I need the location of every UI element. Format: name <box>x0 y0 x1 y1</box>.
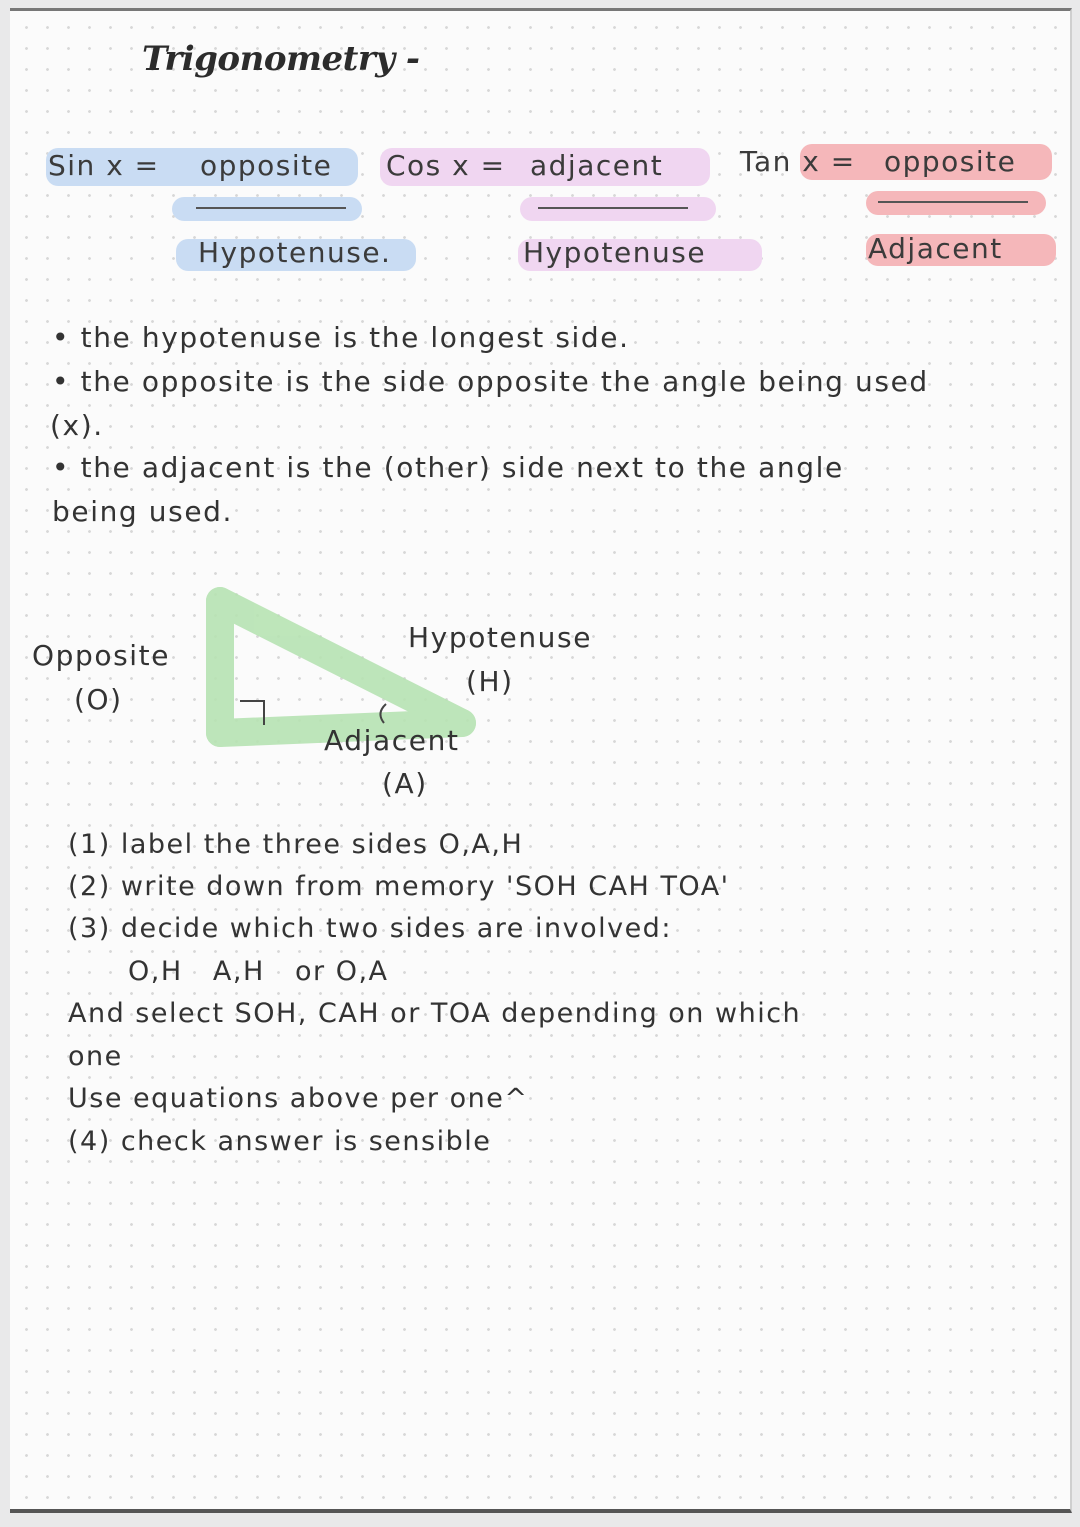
hypotenuse-abbr: (H) <box>466 665 514 698</box>
step-3-select: And select SOH, CAH or TOA depending on which <box>68 998 802 1029</box>
step-3: (3) decide which two sides are involved: <box>68 913 672 944</box>
step-3-options: O,H A,H or O,A <box>128 956 389 987</box>
adjacent-abbr: (A) <box>382 767 428 800</box>
tan-denominator: Adjacent <box>868 232 1003 265</box>
tan-fraction-highlight <box>866 191 1046 215</box>
step-3-note: Use equations above per one^ <box>68 1083 529 1114</box>
step-2: (2) write down from memory 'SOH CAH TOA' <box>68 871 730 902</box>
bullet-adjacent-cont: being used. <box>52 495 234 528</box>
cos-fraction-bar <box>538 207 688 209</box>
sin-denominator: Hypotenuse. <box>198 236 392 269</box>
bullet-hypotenuse: • the hypotenuse is the longest side. <box>52 321 630 354</box>
opposite-abbr: (O) <box>74 683 123 716</box>
bullet-opposite: • the opposite is the side opposite the angle being used <box>52 365 929 398</box>
cos-lhs: Cos x = <box>386 149 506 182</box>
tan-lhs: Tan x = <box>740 145 856 178</box>
hypotenuse-side <box>220 601 462 723</box>
step-4: (4) check answer is sensible <box>68 1126 492 1157</box>
step-1: (1) label the three sides O,A,H <box>68 829 524 860</box>
opposite-label: Opposite <box>32 639 171 672</box>
notebook-page <box>10 8 1072 1513</box>
tan-numerator: opposite <box>884 145 1017 178</box>
hypotenuse-label: Hypotenuse <box>408 621 593 654</box>
bullet-adjacent: • the adjacent is the (other) side next to the angle <box>52 451 844 484</box>
sin-fraction-highlight <box>172 197 362 221</box>
bullet-dot: • <box>52 365 81 398</box>
tan-fraction-bar <box>878 201 1028 203</box>
cos-numerator: adjacent <box>530 149 664 182</box>
bullet-dot: • <box>52 451 81 484</box>
sin-numerator: opposite <box>200 149 333 182</box>
adjacent-label: Adjacent <box>324 724 460 757</box>
sin-fraction-bar <box>196 207 346 209</box>
sin-lhs: Sin x = <box>48 149 160 182</box>
bullet-dot: • <box>52 321 81 354</box>
bullet-opposite-cont: (x). <box>50 409 104 442</box>
cos-fraction-highlight <box>520 197 716 221</box>
cos-denominator: Hypotenuse <box>523 236 707 269</box>
step-3-select-cont: one <box>68 1041 123 1072</box>
page-title: Trigonometry - <box>142 39 420 79</box>
